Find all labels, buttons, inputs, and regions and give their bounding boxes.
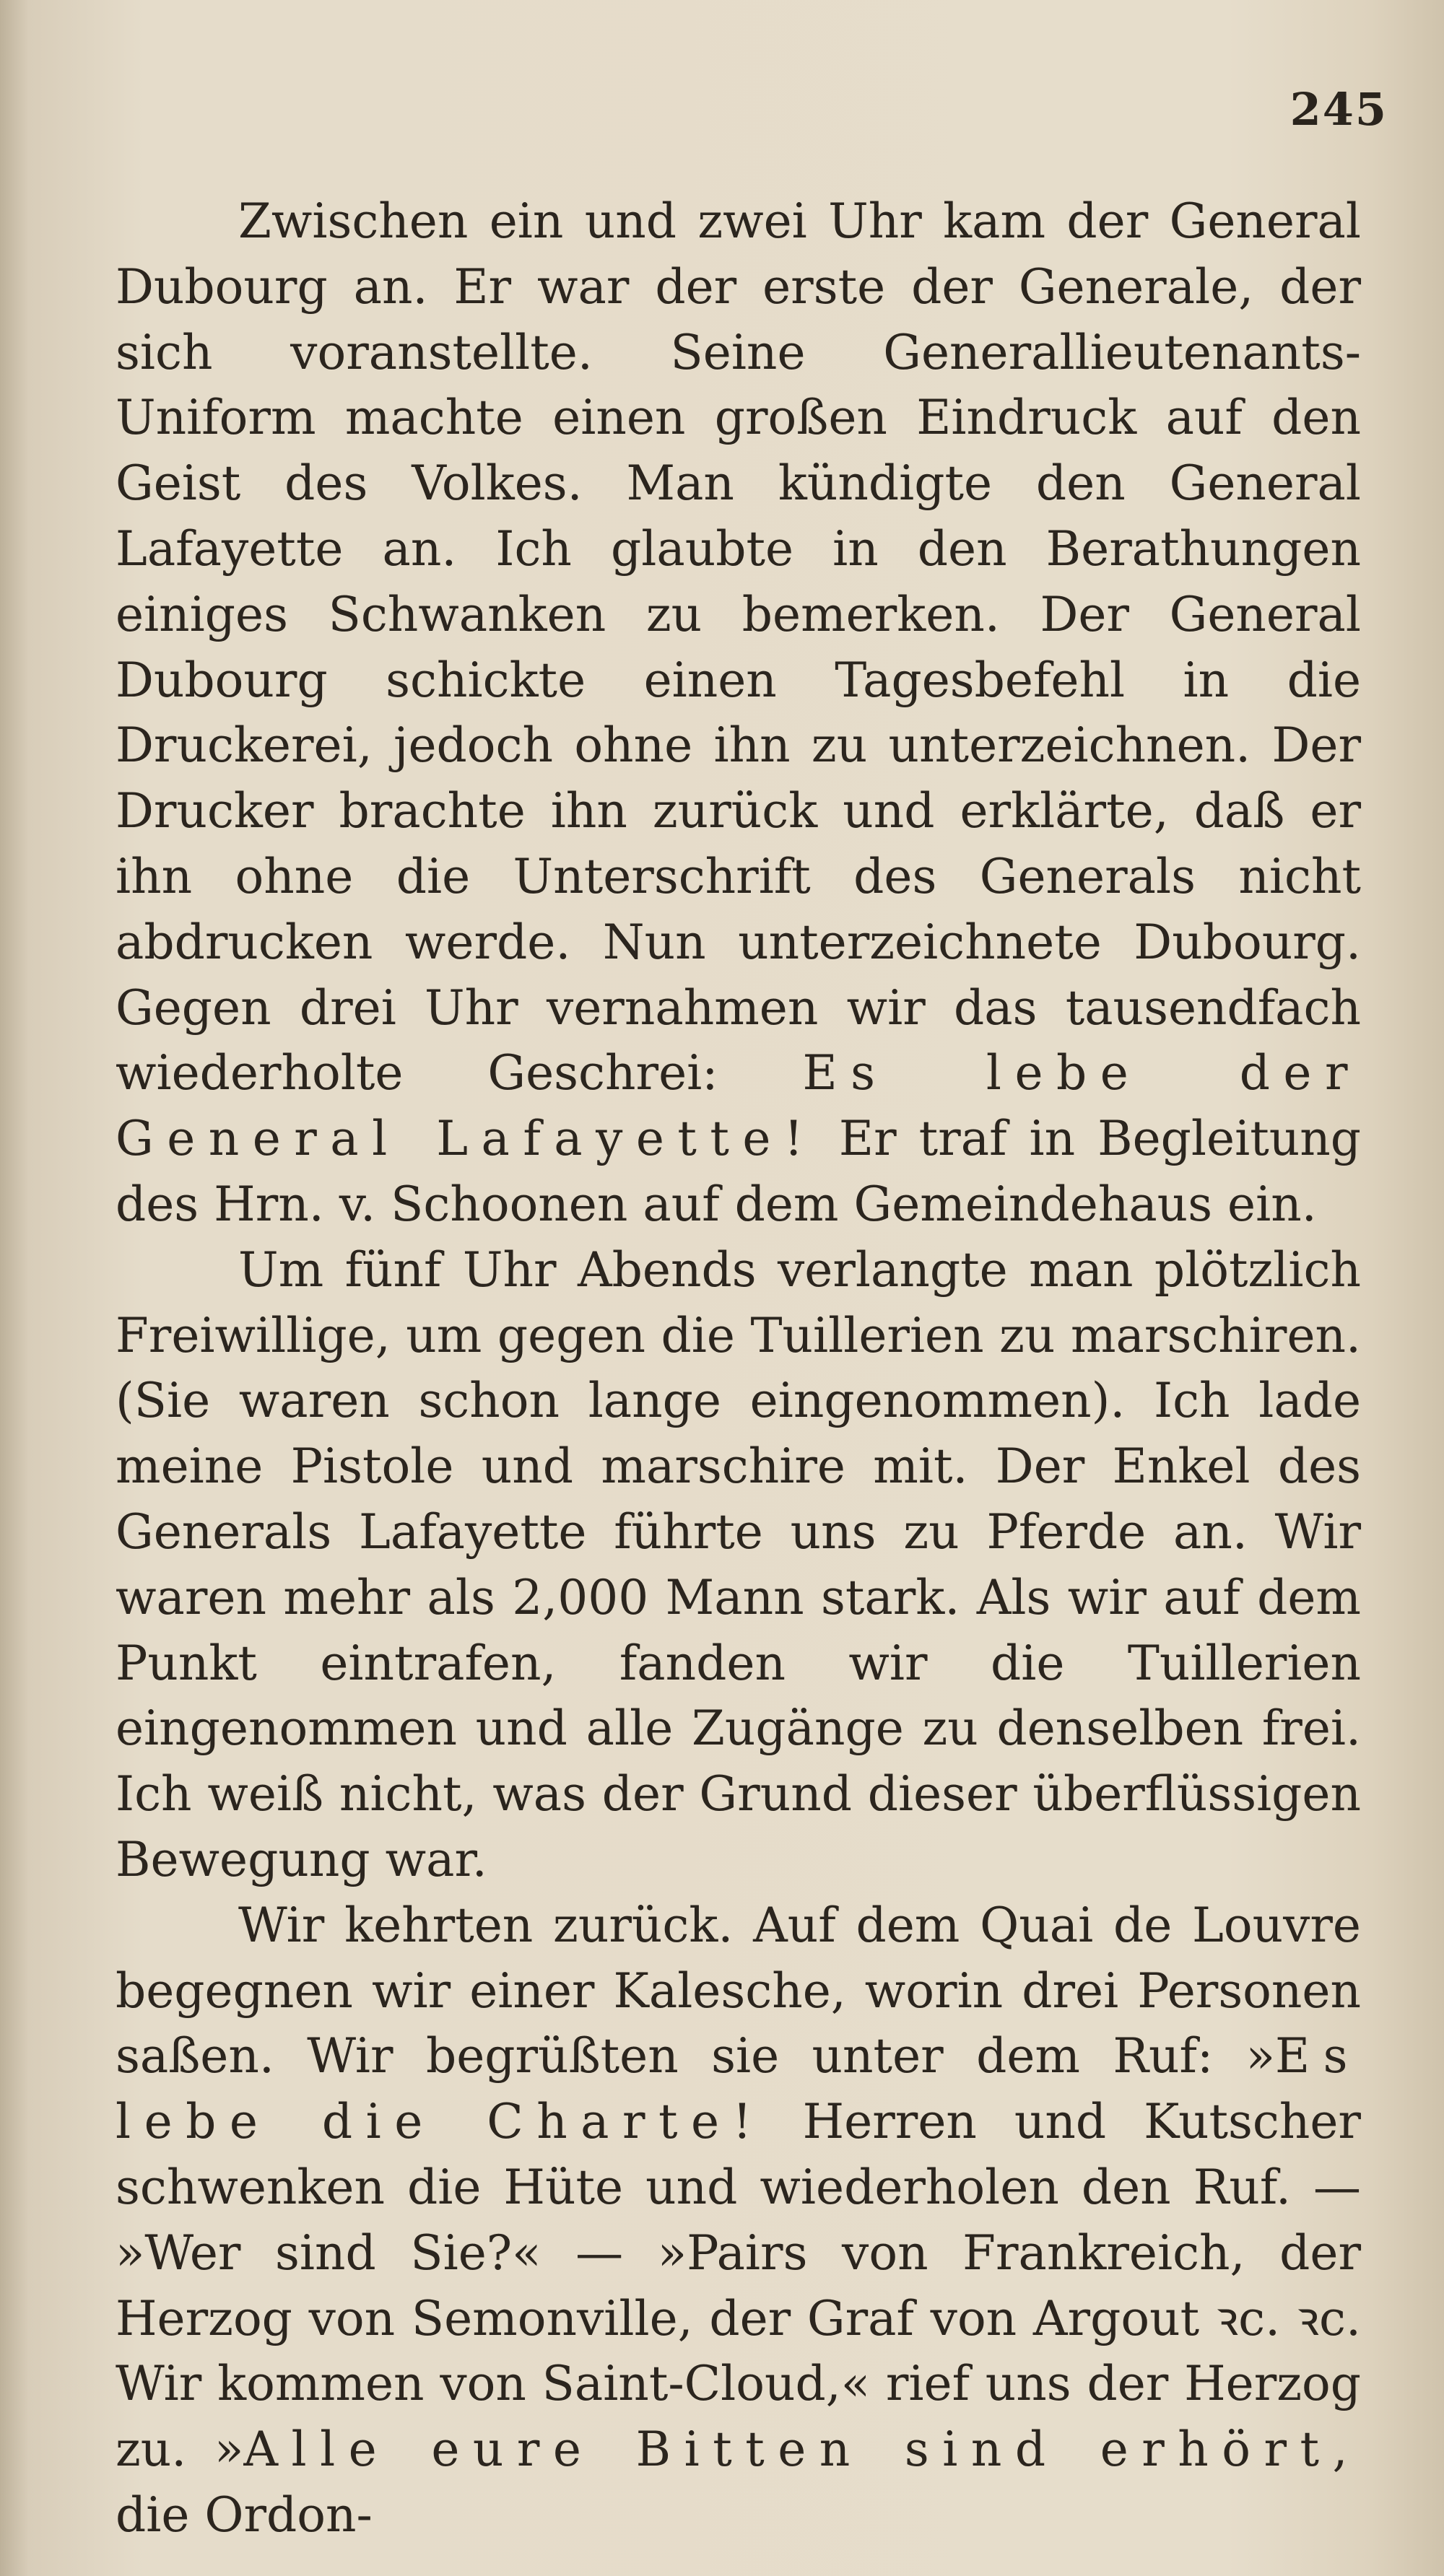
paragraph-3: [116, 1893, 1361, 2549]
text-run: Um fünf Uhr Abends verlangte man plötzlich Freiwillige, um gegen die Tuillerien zu marschiren. (Sie waren schon lange eingenommen). Ich lade meine Pistole und marschire mit. Der Enkel des Generals Lafayette führte uns zu Pferde an. Wir waren mehr als 2,000 Mann stark. Als wir auf dem Punkt eintrafen, fanden wir die Tuillerien eingenommen und alle Zugänge zu denselben frei. Ich weiß nicht, was der Grund dieser überflüssigen Bewegung war.: [116, 1241, 1361, 1887]
spaced-exclamation: Es lebe der General Lafayette!: [116, 1045, 1362, 1167]
text-run: Zwischen ein und zwei Uhr kam der General Dubourg an. Er war der erste der Generale, der sich voranstellte. Seine Generallieutenants-Uniform machte einen großen Eindruck auf den Geist des Volkes. Man kündigte den General Lafayette an. Ich glaubte in den Berathungen einiges Schwanken zu bemerken. Der General Dubourg schickte einen Tagesbefehl in die Druckerei, jedoch ohne ihn zu unterzeichnen. Der Drucker brachte ihn zurück und erklärte, daß er ihn ohne die Unterschrift des Generals nicht abdrucken werde. Nun unterzeichnete Dubourg. Gegen drei Uhr vernahmen wir das tausendfach wiederholte Geschrei:: [116, 193, 1361, 1101]
text-run: Herren und Kutscher schwenken die Hüte und wiederholen den Ruf. — »Wer sind Sie?« — »Pairs von Frankreich, der Herzog von Semonville, der Graf von Argout ꝛc. ꝛc. Wir kommen von Saint-Cloud,« rief uns der Herzog zu. »: [116, 2094, 1361, 2478]
text-run: die Ordon-: [116, 2487, 373, 2543]
text-run: Er traf in Begleitung des Hrn. v. Schoonen auf dem Gemeindehaus ein.: [116, 1111, 1361, 1232]
page-number: 245: [1289, 83, 1388, 136]
text-run: Wir kehrten zurück. Auf dem Quai de Louvre begegnen wir einer Kalesche, worin drei Personen saßen. Wir begrüßten sie unter dem Ruf: »: [116, 1897, 1361, 2084]
spaced-exclamation: Alle eure Bitten sind erhört,: [243, 2422, 1362, 2478]
paragraph-1: [116, 189, 1361, 1238]
body-text: [116, 189, 1361, 2549]
spaced-exclamation: Es lebe die Charte!: [116, 2028, 1361, 2150]
paragraph-2: [116, 1238, 1361, 1893]
